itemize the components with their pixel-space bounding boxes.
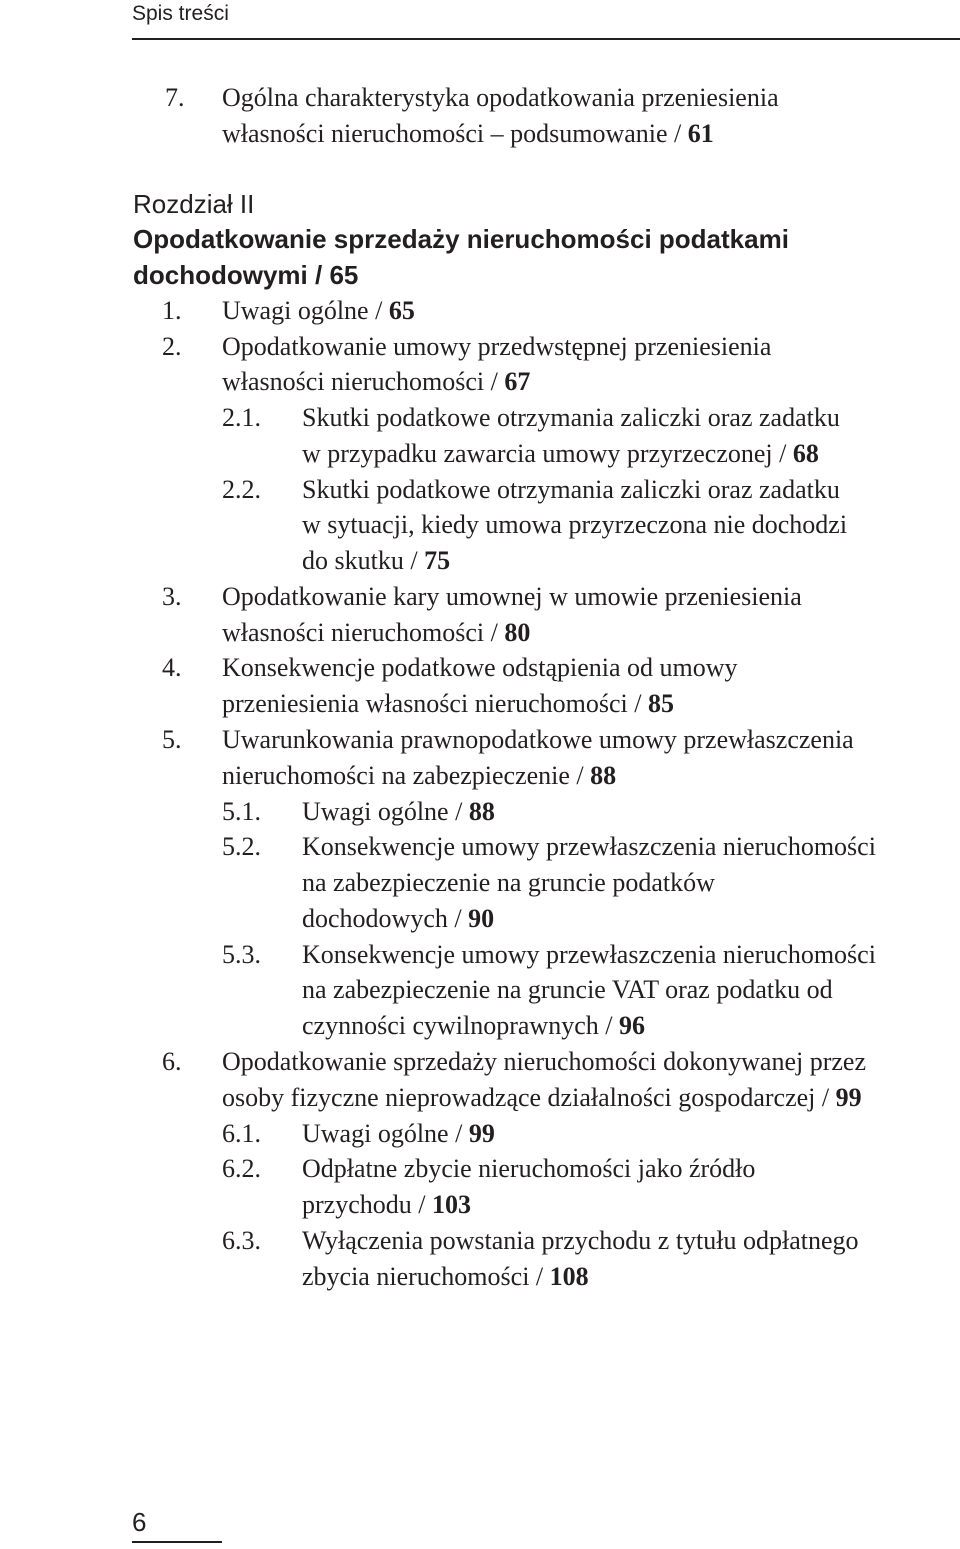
running-head-title: Spis treści — [132, 2, 229, 25]
toc-entry-5-1-number: 5.1. — [222, 797, 261, 826]
page-number: 85 — [647, 689, 674, 718]
toc-entry-5-2-number: 5.2. — [222, 832, 261, 861]
toc-entry-7-line2: własności nieruchomości – podsumowanie / 61 — [222, 119, 714, 148]
page-number: 96 — [618, 1011, 645, 1040]
toc-entry-5-1-line1: Uwagi ogólne / 88 — [302, 797, 495, 826]
toc-entry-2-1-line1: Skutki podatkowe otrzymania zaliczki oraz zadatku — [302, 403, 840, 432]
toc-entry-6-line1: Opodatkowanie sprzedaży nieruchomości dokonywanej przez — [222, 1047, 866, 1076]
toc-entry-1-line1: Uwagi ogólne / 65 — [222, 296, 415, 325]
toc-entry-5-2-line3: dochodowych / 90 — [302, 904, 495, 933]
page-number: 90 — [468, 904, 495, 933]
toc-entry-6-2-line1: Odpłatne zbycie nieruchomości jako źródło — [302, 1154, 756, 1183]
toc-entry-7-line1: Ogólna charakterystyka opodatkowania przeniesienia — [222, 83, 779, 112]
toc-entry-6-2-number: 6.2. — [222, 1154, 261, 1183]
toc-entry-2-2-line2: w sytuacji, kiedy umowa przyrzeczona nie dochodzi — [302, 510, 848, 539]
chapter-label: Rozdział II — [133, 189, 255, 219]
page-number: 61 — [687, 119, 714, 148]
toc-entry-7-number: 7. — [165, 83, 185, 112]
toc-entry-2-number: 2. — [162, 332, 182, 361]
toc-entry-2-2-line3: do skutku / 75 — [302, 546, 451, 575]
running-head — [132, 0, 960, 40]
toc-entry-6-3-line2: zbycia nieruchomości / 108 — [302, 1262, 589, 1291]
toc-entry-2-line1: Opodatkowanie umowy przedwstępnej przeniesienia — [222, 332, 772, 361]
page-number: 88 — [590, 761, 617, 790]
page-number: 88 — [468, 797, 495, 826]
toc-entry-2-1-number: 2.1. — [222, 403, 261, 432]
toc-entry-5-3-line2: na zabezpieczenie na gruncie VAT oraz podatku od — [302, 975, 833, 1004]
page-number: 108 — [549, 1262, 589, 1291]
toc-entry-6-line2: osoby fizyczne nieprowadzące działalności gospodarczej / 99 — [222, 1083, 862, 1112]
chapter-title-line1: Opodatkowanie sprzedaży nieruchomości podatkami — [133, 224, 789, 254]
toc-entry-4-line2: przeniesienia własności nieruchomości / 85 — [222, 689, 674, 718]
toc-entry-5-3-number: 5.3. — [222, 940, 261, 969]
toc-entry-6-2-line2: przychodu / 103 — [302, 1190, 471, 1219]
toc-entry-4-line1: Konsekwencje podatkowe odstąpienia od umowy — [222, 653, 738, 682]
page-number: 68 — [792, 439, 819, 468]
page-number: 75 — [424, 546, 451, 575]
toc-entry-6-number: 6. — [162, 1047, 182, 1076]
toc-entry-5-line2: nieruchomości na zabezpieczenie / 88 — [222, 761, 617, 790]
toc-entry-2-1-line2: w przypadku zawarcia umowy przyrzeczonej / 68 — [302, 439, 819, 468]
page-number: 103 — [431, 1190, 471, 1219]
toc-entry-3-line2: własności nieruchomości / 80 — [222, 618, 531, 647]
page-folio — [132, 1503, 222, 1543]
toc-entry-6-3-number: 6.3. — [222, 1226, 261, 1255]
toc-entry-2-line2: własności nieruchomości / 67 — [222, 367, 531, 396]
page-number: 99 — [835, 1083, 862, 1112]
toc-entry-5-3-line1: Konsekwencje umowy przewłaszczenia nieruchomości — [302, 940, 876, 969]
toc-entry-6-3-line1: Wyłączenia powstania przychodu z tytułu odpłatnego — [302, 1226, 859, 1255]
page-number: 99 — [468, 1119, 495, 1148]
toc-entry-5-2-line2: na zabezpieczenie na gruncie podatków — [302, 868, 715, 897]
toc-entry-1-number: 1. — [162, 296, 182, 325]
page-number: 67 — [504, 367, 531, 396]
toc-entry-5-3-line3: czynności cywilnoprawnych / 96 — [302, 1011, 645, 1040]
page-number: 65 — [388, 296, 415, 325]
folio-number: 6 — [132, 1507, 147, 1537]
page-number: 80 — [504, 618, 531, 647]
toc-entry-3-number: 3. — [162, 582, 182, 611]
toc-entry-5-line1: Uwarunkowania prawnopodatkowe umowy przewłaszczenia — [222, 725, 854, 754]
chapter-title-line2: dochodowymi / 65 — [133, 260, 359, 290]
toc-entry-5-number: 5. — [162, 725, 182, 754]
toc-entry-2-2-line1: Skutki podatkowe otrzymania zaliczki oraz zadatku — [302, 475, 840, 504]
toc-entry-4-number: 4. — [162, 653, 182, 682]
toc-entry-3-line1: Opodatkowanie kary umownej w umowie przeniesienia — [222, 582, 802, 611]
toc-entry-6-1-line1: Uwagi ogólne / 99 — [302, 1119, 495, 1148]
toc-entry-6-1-number: 6.1. — [222, 1119, 261, 1148]
toc-entry-5-2-line1: Konsekwencje umowy przewłaszczenia nieruchomości — [302, 832, 876, 861]
toc-entry-2-2-number: 2.2. — [222, 475, 261, 504]
